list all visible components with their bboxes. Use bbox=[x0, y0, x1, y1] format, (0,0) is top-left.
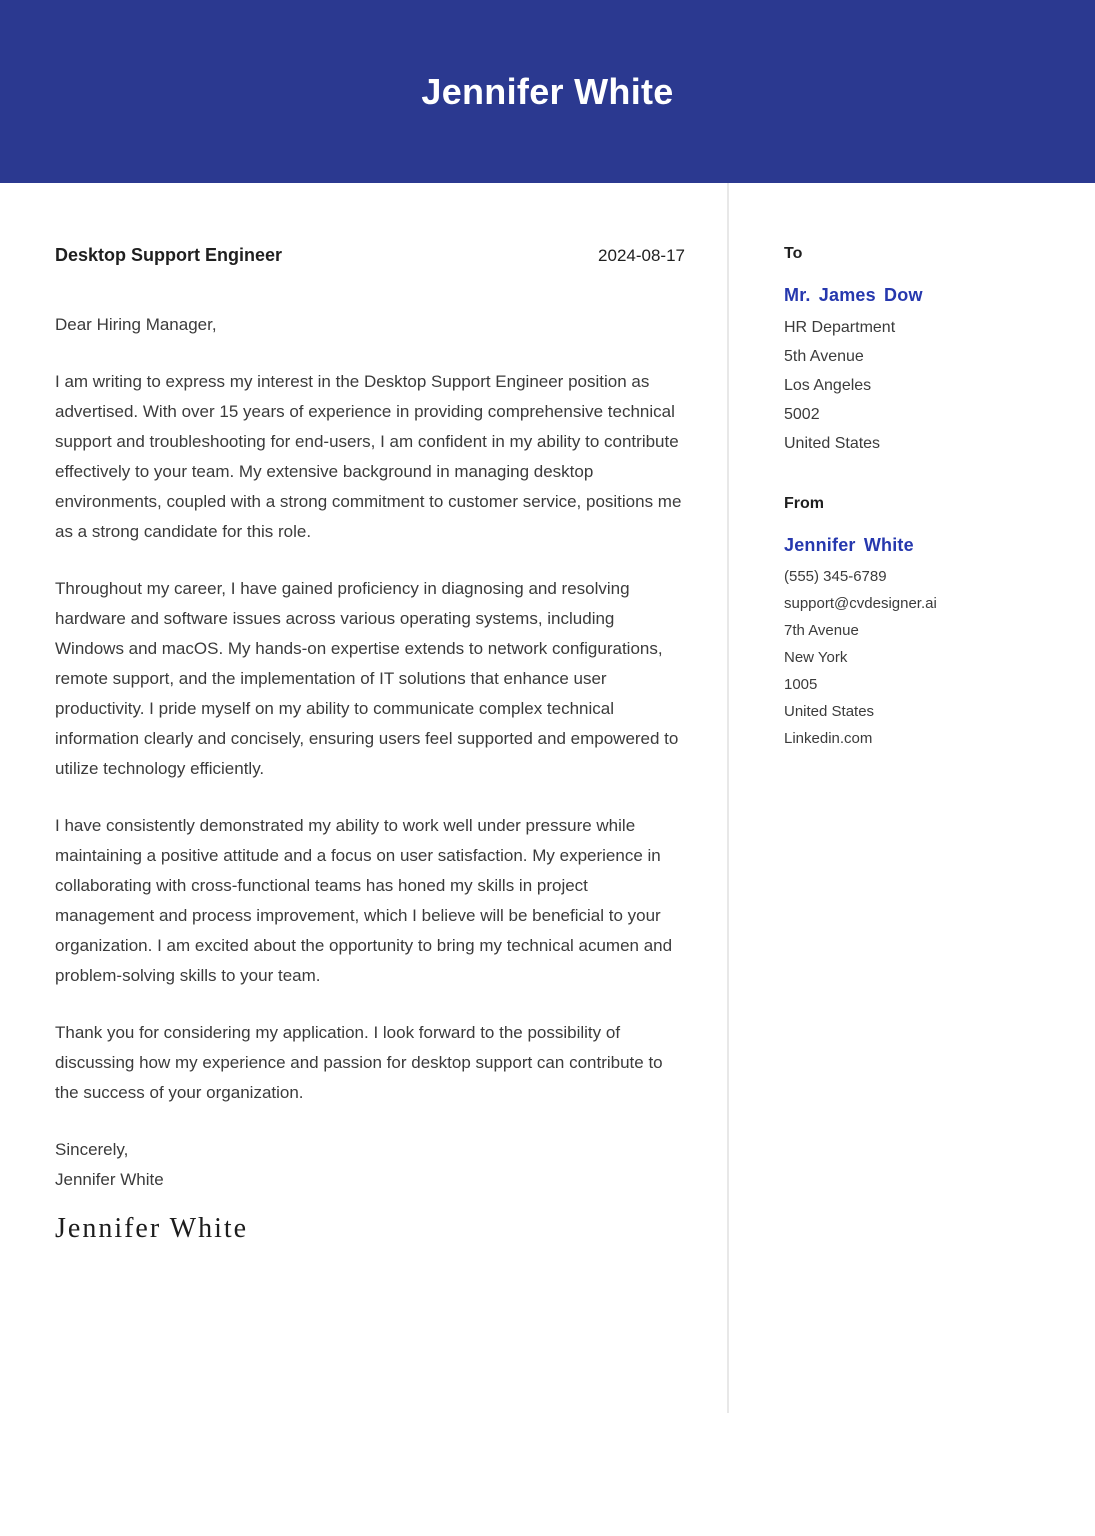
closing-block bbox=[55, 1135, 685, 1195]
recipient-name-link[interactable]: Mr. James Dow bbox=[784, 285, 923, 305]
closing-word: Sincerely, bbox=[55, 1140, 129, 1159]
sender-zip: 1005 bbox=[784, 676, 818, 693]
recipient-department: HR Department bbox=[784, 319, 896, 336]
recipient-city: Los Angeles bbox=[784, 377, 872, 394]
sender-linkedin: Linkedin.com bbox=[784, 730, 873, 747]
recipient-address bbox=[784, 313, 1075, 458]
sender-street: 7th Avenue bbox=[784, 622, 859, 639]
sender-city: New York bbox=[784, 649, 848, 666]
to-section bbox=[784, 245, 1075, 458]
sender-phone: (555) 345-6789 bbox=[784, 568, 887, 585]
paragraph-1: I am writing to express my interest in the Desktop Support Engineer position as advertised. With over 15 years of experience in providing comprehensive technical support and troubleshooting for end-users, I am confident in my ability to contribute effectively to your team. My extensive background in managing desktop environments, coupled with a strong commitment to customer service, positions me as a strong candidate for this role. bbox=[55, 372, 682, 541]
header-band bbox=[0, 0, 1095, 183]
paragraph-3: I have consistently demonstrated my ability to work well under pressure while maintaining a positive attitude and a focus on user satisfaction. My experience in collaborating with cross-functional teams has honed my skills in project management and process improvement, which I believe will be beneficial to your organization. I am excited about the opportunity to bring my technical acumen and problem-solving skills to your team. bbox=[55, 816, 673, 985]
letter-body bbox=[0, 183, 685, 1245]
handwritten-signature: Jennifer White bbox=[55, 1213, 249, 1244]
contact-sidebar bbox=[729, 183, 1095, 752]
closing-name: Jennifer White bbox=[55, 1170, 164, 1189]
title-row bbox=[55, 245, 685, 266]
recipient-country: United States bbox=[784, 435, 881, 452]
job-title: Desktop Support Engineer bbox=[55, 245, 283, 265]
paragraph-2: Throughout my career, I have gained proficiency in diagnosing and resolving hardware and software issues across various operating systems, including Windows and macOS. My hands-on expertise extends to network configurations, remote support, and the implementation of IT solutions that enhance user productivity. I pride myself on my ability to communicate complex technical information clearly and concisely, ensuring users feel supported and empowered to utilize technology efficiently. bbox=[55, 579, 679, 778]
sender-email: support@cvdesigner.ai bbox=[784, 595, 937, 612]
to-heading: To bbox=[784, 245, 803, 262]
sender-country: United States bbox=[784, 703, 875, 720]
paragraph-4: Thank you for considering my application. I look forward to the possibility of discussing how my experience and passion for desktop support can contribute to the success of your organization. bbox=[55, 1023, 663, 1102]
salutation: Dear Hiring Manager, bbox=[55, 315, 217, 334]
content-area bbox=[0, 183, 1095, 1413]
sender-details bbox=[784, 563, 1075, 752]
from-heading: From bbox=[784, 495, 824, 512]
from-section bbox=[784, 495, 1075, 752]
page-title: Jennifer White bbox=[421, 70, 674, 112]
letter-date: 2024-08-17 bbox=[598, 246, 685, 265]
recipient-street: 5th Avenue bbox=[784, 348, 864, 365]
recipient-zip: 5002 bbox=[784, 406, 820, 423]
sender-name-link[interactable]: Jennifer White bbox=[784, 535, 914, 555]
